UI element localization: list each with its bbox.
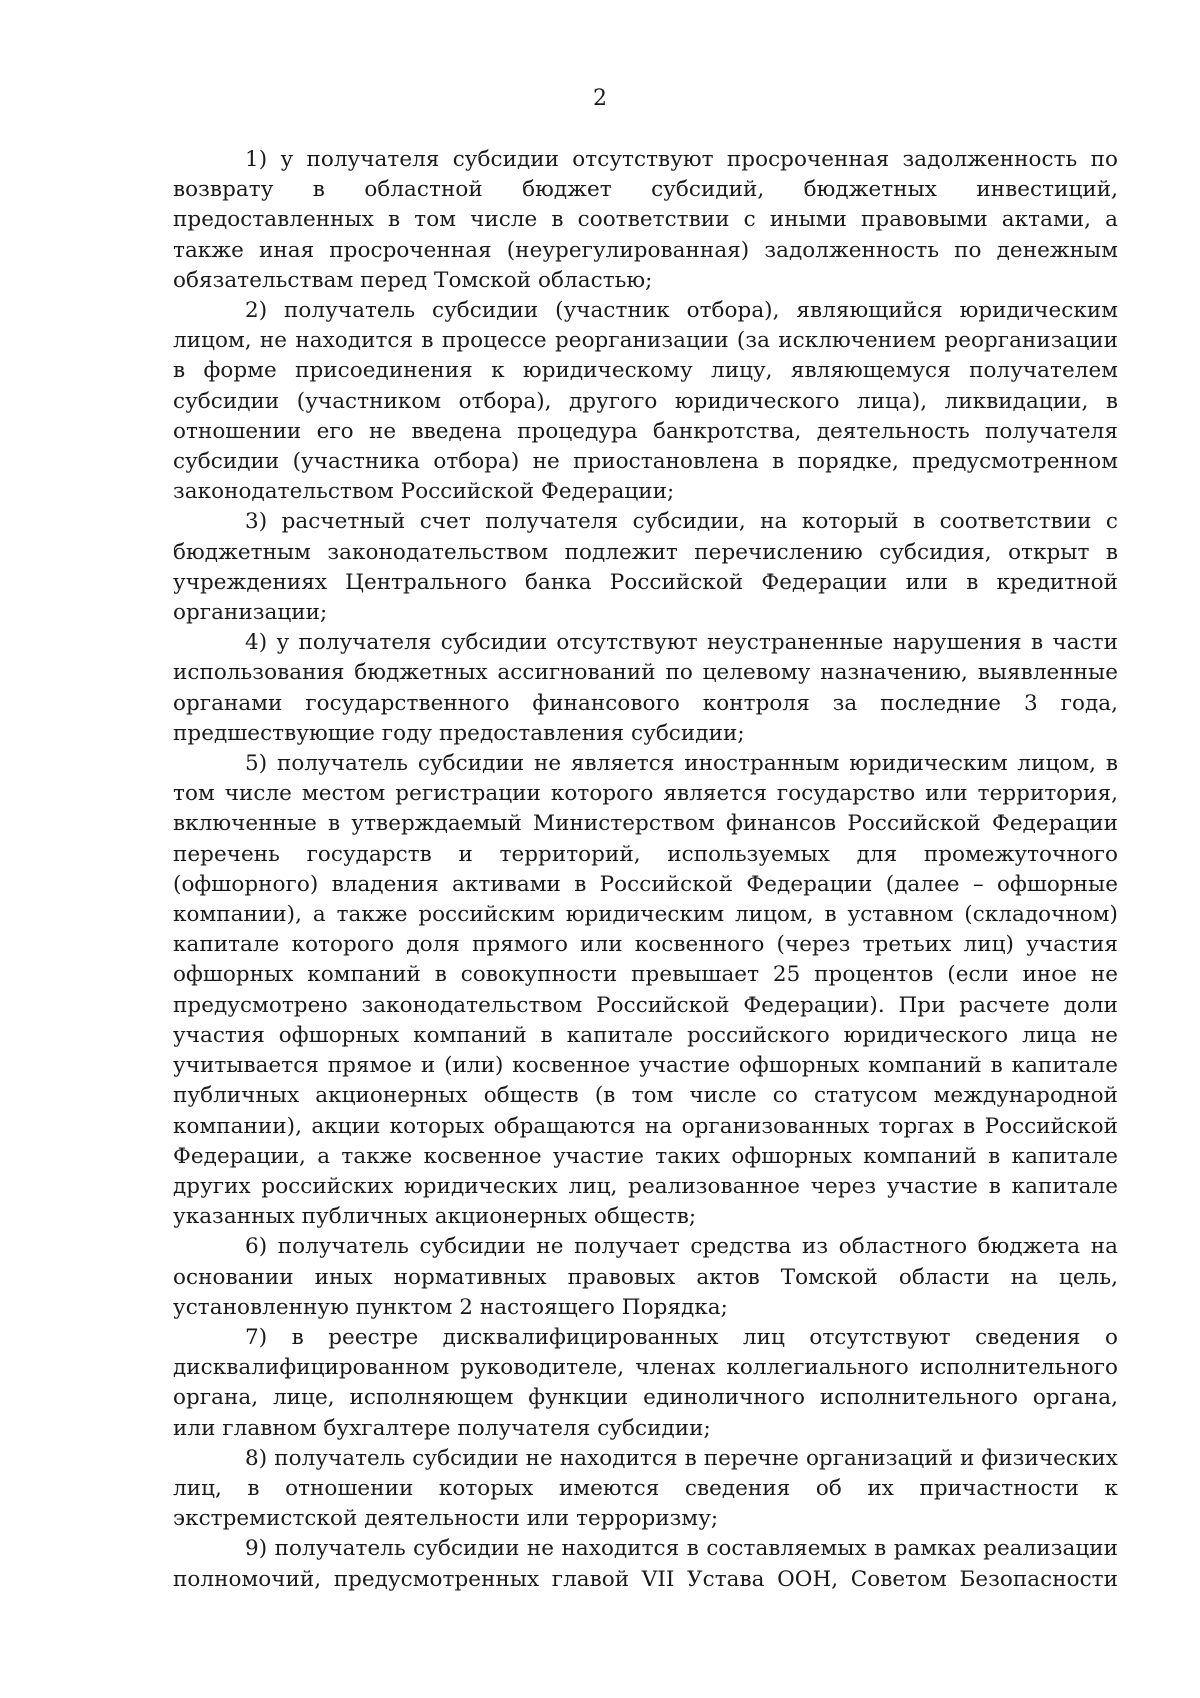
document-body — [173, 145, 1118, 1595]
paragraph-item-8: 8) получатель субсидии не находится в перечне организаций и физических лиц, в отношении которых имеются сведения об их причастности к экстремистской деятельности или терроризму; — [173, 1445, 1118, 1532]
paragraph-item-4: 4) у получателя субсидии отсутствуют неустраненные нарушения в части использования бюджетных ассигнований по целевому назначению, выявленные органами государственного финансового контроля за последние 3 года, предшествующие году предоставления субсидии; — [173, 630, 1118, 746]
paragraph-item-2: 2) получатель субсидии (участник отбора), являющийся юридическим лицом, не находится в процессе реорганизации (за исключением реорганизации в форме присоединения к юридическому лицу, являющемуся получателем субсидии (участником отбора), другого юридического лица), ликвидации, в отношении его не введена процедура банкротства, деятельность получателя субсидии (участника отбора) не приостановлена в порядке, предусмотренном законодательством Российской Федерации; — [173, 298, 1118, 505]
paragraph-item-5: 5) получатель субсидии не является иностранным юридическим лицом, в том числе местом регистрации которого является государство или территория, включенные в утверждаемый Министерством финансов Российской Федерации перечень государств и территорий, используемых для промежуточного (офшорного) владения активами в Российской Федерации (далее – офшорные компании), а также российским юридическим лицом, в уставном (складочном) капитале которого доля прямого или косвенного (через третьих лиц) участия офшорных компаний в совокупности превышает 25 процентов (если иное не предусмотрено законодательством Российской Федерации). При расчете доли участия офшорных компаний в капитале российского юридического лица не учитывается прямое и (или) косвенное участие офшорных компаний в капитале публичных акционерных обществ (в том числе со статусом международной компании), акции которых обращаются на организованных торгах в Российской Федерации, а также косвенное участие таких офшорных компаний в капитале других российских юридических лиц, реализованное через участие в капитале указанных публичных акционерных обществ; — [173, 751, 1118, 1230]
page-number: 2 — [593, 86, 607, 111]
paragraph-item-1: 1) у получателя субсидии отсутствуют просроченная задолженность по возврату в областной бюджет субсидий, бюджетных инвестиций, предоставленных в том числе в соответствии с иными правовыми актами, а также иная просроченная (неурегулированная) задолженность по денежным обязательствам перед Томской областью; — [173, 147, 1118, 293]
paragraph-item-9: 9) получатель субсидии не находится в составляемых в рамках реализации полномочий, предусмотренных главой VII Устава ООН, Советом Безопасности — [173, 1536, 1118, 1592]
paragraph-item-7: 7) в реестре дисквалифицированных лиц отсутствуют сведения о дисквалифицированном руководителе, членах коллегиального исполнительного органа, лице, исполняющем функции единоличного исполнительного органа, или главном бухгалтере получателя субсидии; — [173, 1324, 1118, 1441]
paragraph-item-3: 3) расчетный счет получателя субсидии, на который в соответствии с бюджетным законодательством подлежит перечислению субсидия, открыт в учреждениях Центрального банка Российской Федерации или в кредитной организации; — [173, 509, 1118, 626]
paragraph-item-6: 6) получатель субсидии не получает средства из областного бюджета на основании иных нормативных правовых актов Томской области на цель, установленную пунктом 2 настоящего Порядка; — [173, 1234, 1118, 1320]
